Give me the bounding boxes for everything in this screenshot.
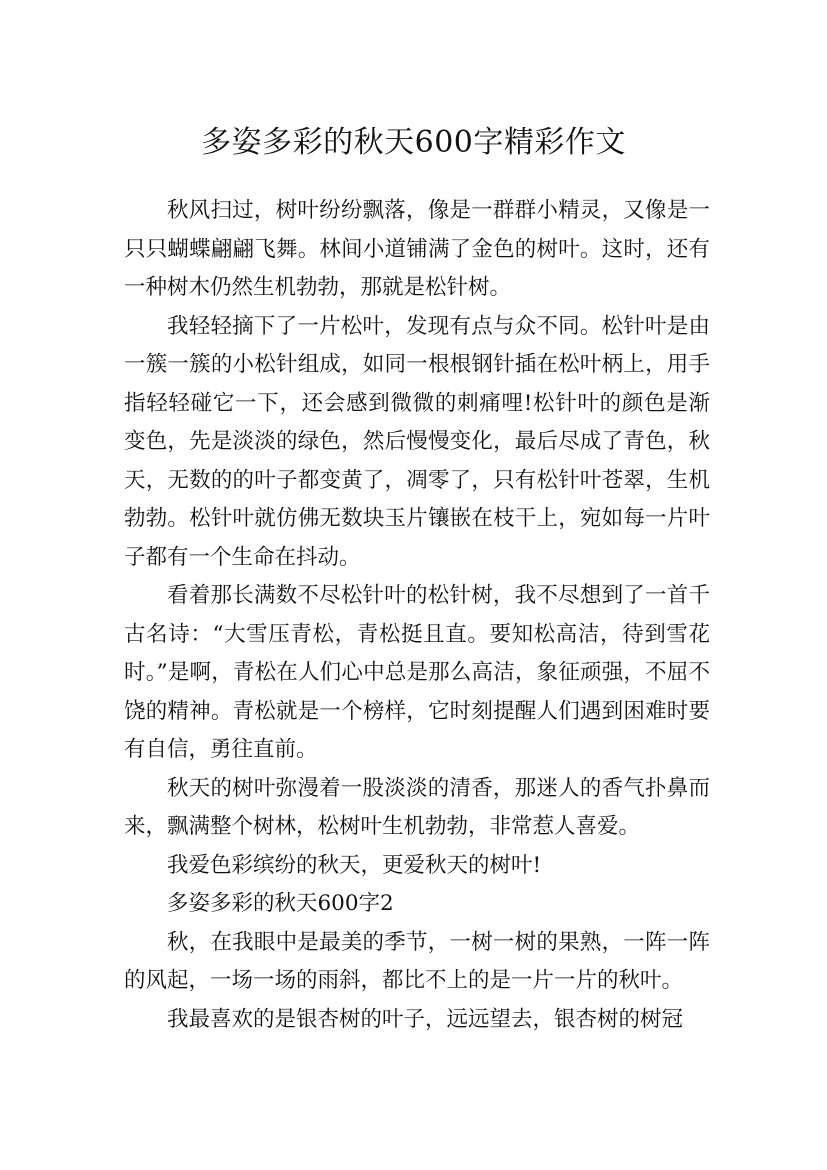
paragraph: 秋风扫过，树叶纷纷飘落，像是一群群小精灵，又像是一只只蝴蝶翩翩飞舞。林间小道铺满了金色的树叶。这时，还有一种树木仍然生机勃勃，那就是松针树。 — [124, 198, 710, 300]
document-body — [124, 192, 710, 1039]
paragraph: 我最喜欢的是银杏树的叶子，远远望去，银杏树的树冠 — [167, 1006, 684, 1032]
paragraph: 看着那长满数不尽松针叶的松针树，我不尽想到了一首千古名诗：“大雪压青松，青松挺且直。要知松高洁，待到雪花时。”是啊，青松在人们心中总是那么高洁，象征顽强，不屈不饶的精神。青松就是一个榜样，它时刻提醒人们遇到困难时要有自信，勇往直前。 — [124, 583, 710, 762]
paragraph: 秋，在我眼中是最美的季节，一树一树的果熟，一阵一阵的风起，一场一场的雨斜，都比不上的是一片一片的秋叶。 — [124, 929, 710, 993]
section-heading: 多姿多彩的秋天600字2 — [167, 891, 394, 916]
document-title: 多姿多彩的秋天600字精彩作文 — [201, 125, 626, 161]
paragraph: 我爱色彩缤纷的秋天，更爱秋天的树叶! — [167, 852, 542, 878]
paragraph: 我轻轻摘下了一片松叶，发现有点与众不同。松针叶是由一簇一簇的小松针组成，如同一根根钢针插在松叶柄上，用手指轻轻碰它一下，还会感到微微的刺痛哩!松针叶的颜色是渐变色，先是淡淡的绿色，然后慢慢变化，最后尽成了青色，秋天，无数的的叶子都变黄了，凋零了，只有松针叶苍翠，生机勃勃。松针叶就仿佛无数块玉片镶嵌在枝干上，宛如每一片叶子都有一个生命在抖动。 — [124, 313, 710, 570]
paragraph: 秋天的树叶弥漫着一股淡淡的清香，那迷人的香气扑鼻而来，飘满整个树林，松树叶生机勃勃，非常惹人喜爱。 — [124, 775, 710, 839]
